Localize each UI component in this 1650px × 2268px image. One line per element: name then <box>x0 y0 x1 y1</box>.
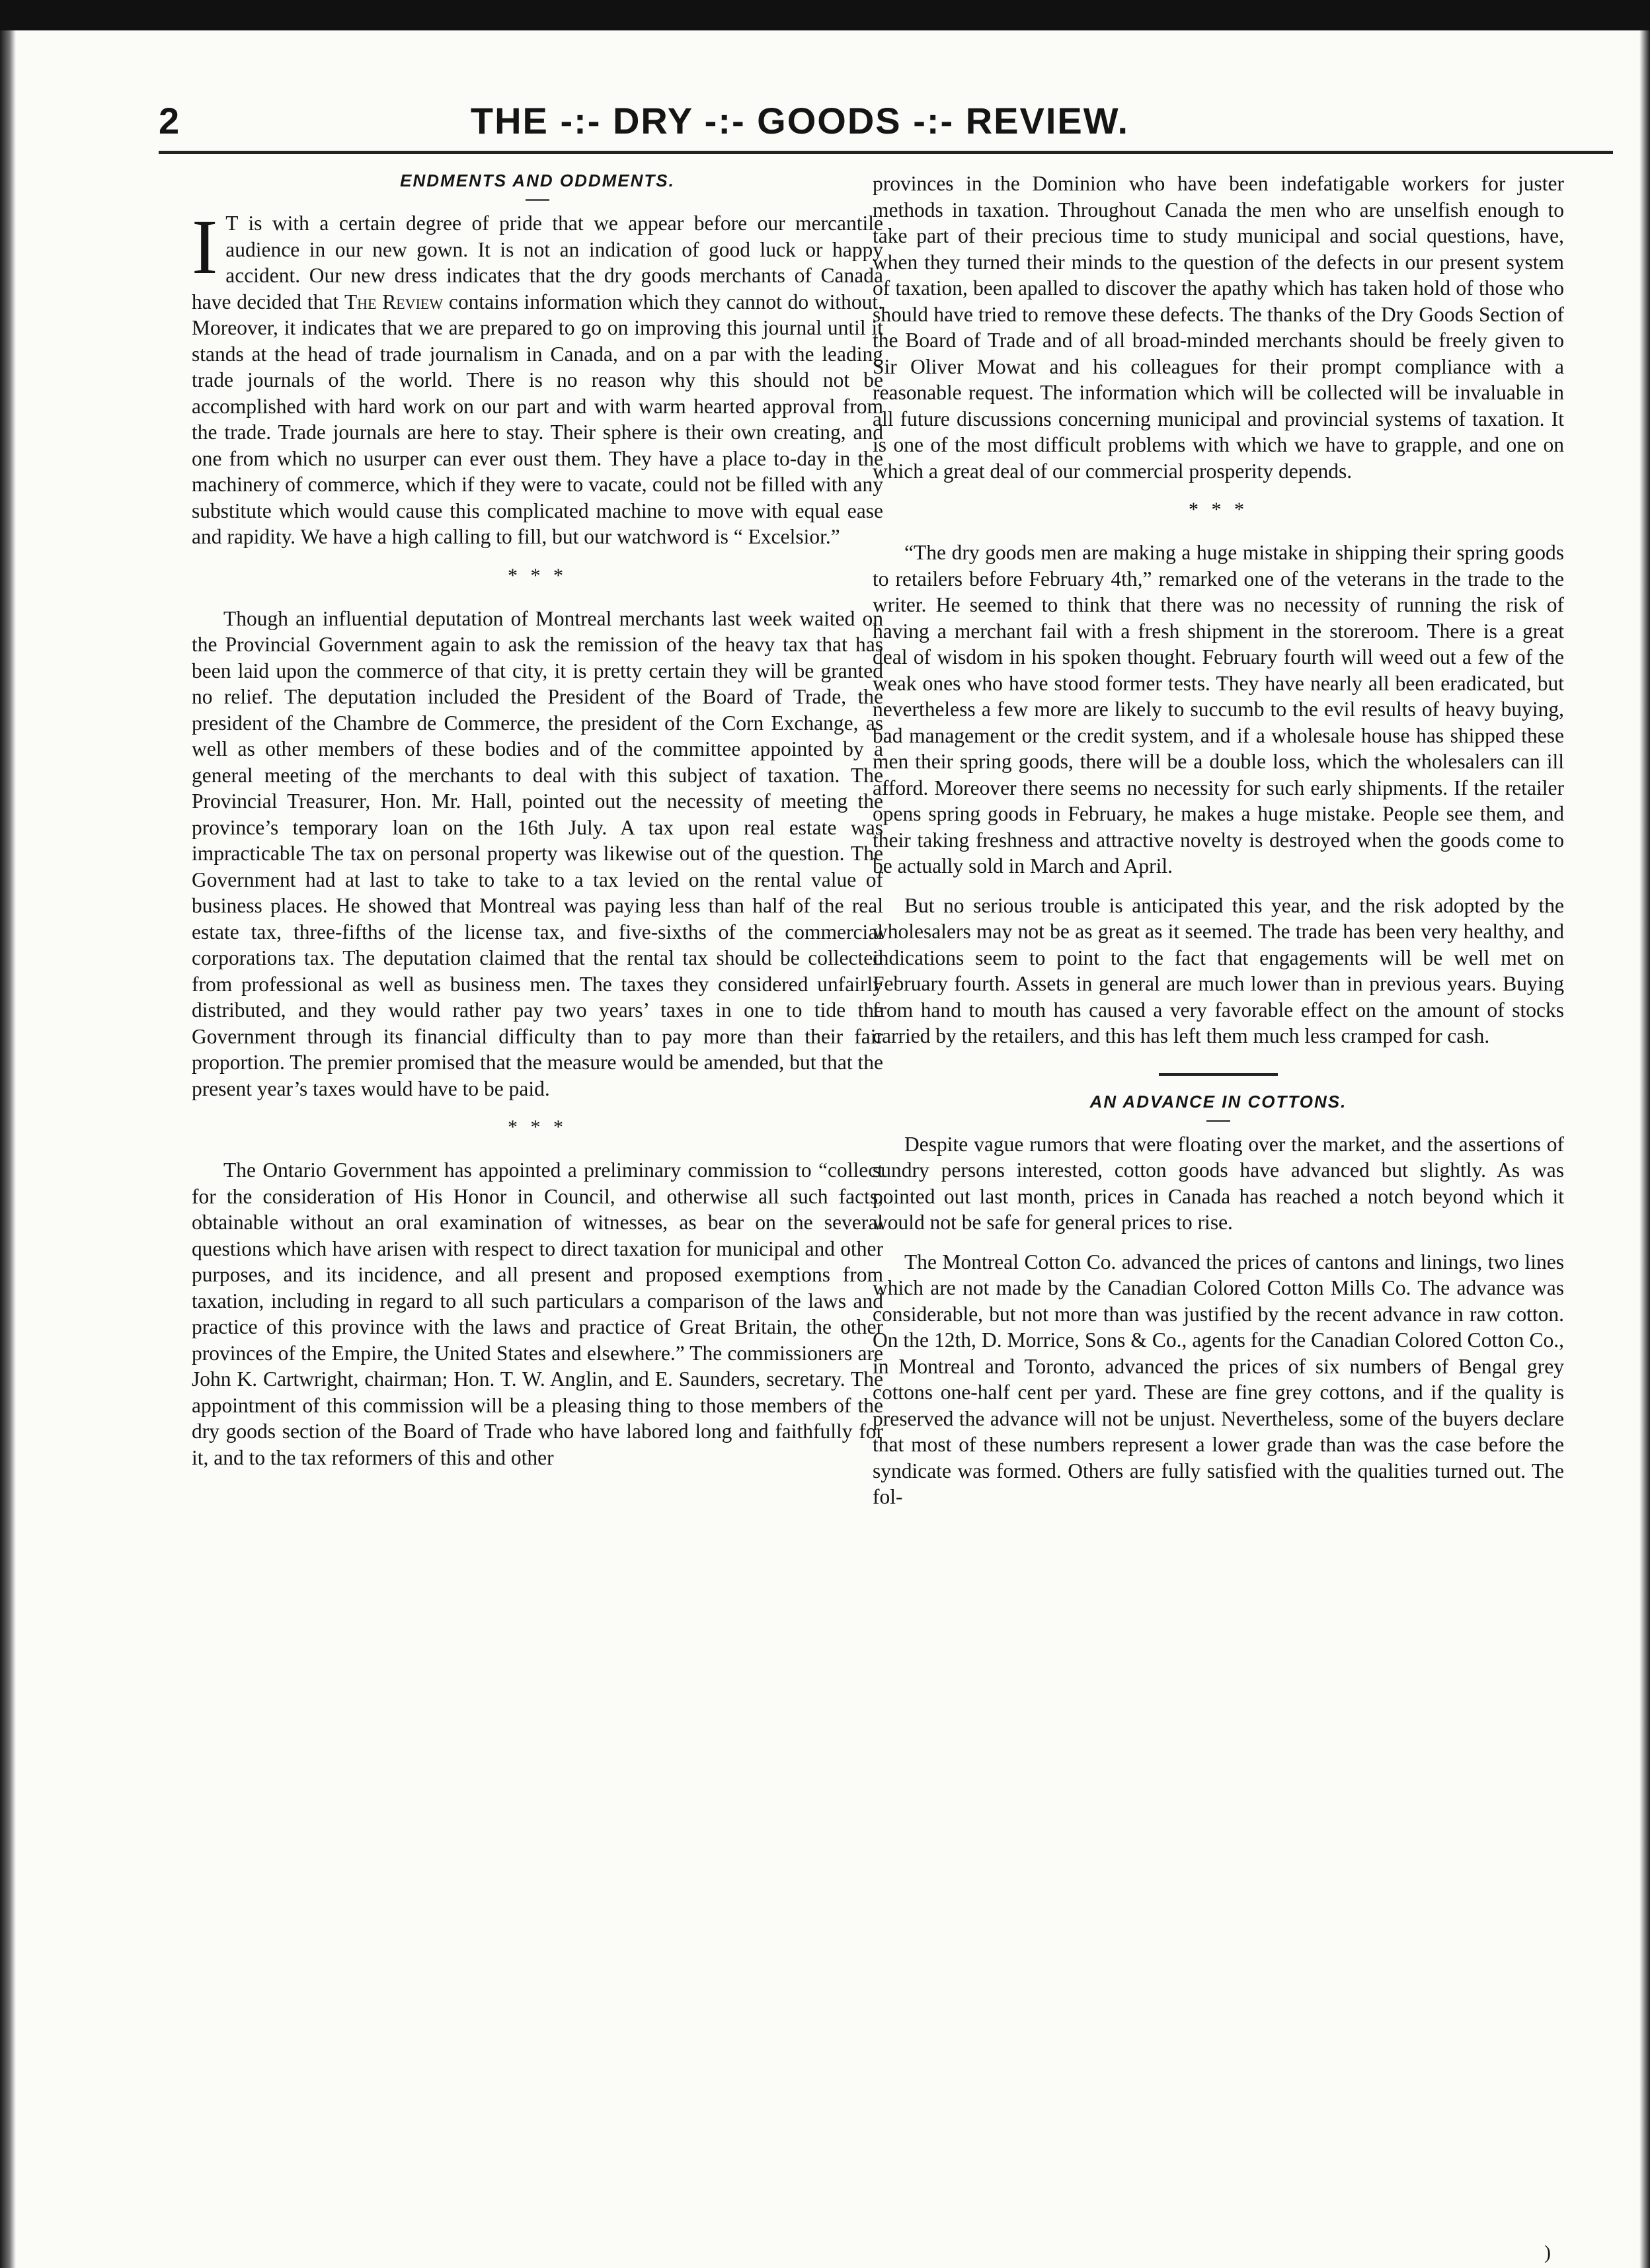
asterism-2: * * * <box>508 1116 567 1138</box>
journal-name: The Review <box>344 290 444 313</box>
article-paragraph-intro <box>192 204 883 550</box>
asterism-3: * * * <box>1189 499 1248 520</box>
right-column <box>873 171 1564 1510</box>
article-paragraph-cotton-prices: The Montreal Cotton Co. advanced the prices of cantons and linings, two lines which are not made by the Canadian Colored Cotton Mills Co. The advance was considerable, but not more than was justified by the recent advance in raw cotton. On the 12th, D. Morrice, Sons & Co., agents for the Canadian Colored Cotton Co., in Montreal and Toronto, advanced the prices of six numbers of Bengal grey cottons one-half cent per yard. These are fine grey cottons, and if the quality is preserved the advance will not be unjust. Nevertheless, some of the buyers declare that most of these numbers represent a lower grade than was the case before the syndicate was formed. Others are fully satisfied with the qualities turned out. The fol- <box>873 1250 1564 1508</box>
top-scan-border <box>0 0 1650 30</box>
article-paragraph-ontario-commission: The Ontario Government has appointed a preliminary commission to “collect for the consideration of His Honor in Council, and otherwise all such facts, obtainable without an oral examination of witnesses, as bear on the several questions which have arisen with respect to direct taxation for municipal and other purposes, and its incidence, and all present and proposed exemptions from taxation, including in regard to all such particulars a comparison of the laws and practice of this province with the laws and practice of Great Britain, the other provinces of the Empire, the United States and elsewhere.” The commissioners are John K. Cartwright, chairman; Hon. T. W. Anglin, and E. Saunders, secretary. The appointment of this commission will be a pleasing thing to those members of the dry goods section of the Board of Trade who have labored long and faithfully for it, and to the tax reformers of this and other <box>192 1158 883 1469</box>
paragraph-gap-2 <box>873 1236 1564 1249</box>
masthead-title: THE -:- DRY -:- GOODS -:- REVIEW. <box>470 100 1130 142</box>
asterism-1: * * * <box>508 564 567 587</box>
drop-cap: I <box>192 204 218 290</box>
left-scan-border <box>0 30 16 2268</box>
section-title-dash-2 <box>1206 1120 1230 1122</box>
section-title-cottons: AN ADVANCE IN COTTONS. <box>1089 1091 1347 1112</box>
article-paragraph-cotton-rumors: Despite vague rumors that were floating over the market, and the assertions of sundry persons interested, cotton goods have advanced but slightly. As was pointed out last month, prices in Canada has reached a notch beyond which it would not be safe for general prices to rise. <box>873 1132 1564 1234</box>
section-separator-rule <box>1159 1073 1278 1076</box>
intro-text-start: T is with a certain degree of pride that we appear before our mercantile audience in our new gown. It is not an indication of good luck or happy accident. Our new dress indicates that the dry goods merchants of Canada have decided that <box>192 212 883 313</box>
page-number: 2 <box>159 100 180 142</box>
article-paragraph-montreal-deputation: Though an influential deputation of Montreal merchants last week waited on the Provincial Government again to ask the remission of the heavy tax that has been laid upon the commerce of that city, it is pretty certain they will be granted no relief. The deputation included the President of the Board of Trade, the president of the Chambre de Commerce, the president of the Corn Exchange, as well as other members of these bodies and of the committee appointed by a general meeting of the merchants to deal with this subject of taxation. The Provincial Treasurer, Hon. Mr. Hall, pointed out the necessity of meeting the province’s temporary loan on the 16th July. A tax upon real estate was impracticable The tax on personal property was likewise out of the question. The Government had at last to take to take to a tax levied on the rental value of business places. He showed that Montreal was paying less than half of the real estate tax, three-fifths of the license tax, and five-sixths of the commercial corporations tax. The deputation claimed that the rental tax should be collected from professional as well as business men. The taxes they considered unfairly distributed, and they would rather pay two years’ taxes in one to tide the Government through its financial difficulty than to pay more than their fair proportion. The premier promised that the measure would be amended, but that the present year’s taxes would have to be paid. <box>192 606 883 1100</box>
article-paragraph-continued: provinces in the Dominion who have been indefatigable workers for juster methods in taxation. Throughout Canada the men who are unselfish enough to take part of their precious time to study municipal and social questions, have, when they turned their minds to the question of the defects in our present system of taxation, been apalled to discover the apathy which has taken hold of those who should have tried to remove these defects. The thanks of the Dry Goods Section of the Board of Trade and of all broad-minded merchants should be freely given to Sir Oliver Mowat and his colleagues for their prompt compliance with a reasonable request. The information which will be collected will be invaluable in all future discussions concerning municipal and provincial systems of taxation. It is one of the most difficult problems with which we have to grapple, and one on which a great deal of our commercial prosperity depends. <box>873 172 1564 483</box>
article-paragraph-no-trouble: But no serious trouble is anticipated this year, and the risk adopted by the wholesalers may not be as great as it seemed. The trade has been very healthy, and indications seem to point to the fact that engagements will be well met on February fourth. Assets in general are much lower than in previous years. Buying from hand to mouth has caused a very favorable effect on the amount of stocks carried by the retailers, and this has left them much less cramped for cash. <box>873 893 1564 1047</box>
article-paragraph-spring-shipping: “The dry goods men are making a huge mistake in shipping their spring goods to retailers before February 4th,” remarked one of the veterans in the trade to the writer. He seemed to think that there was no necessity of running the risk of having a merchant fail with a fresh shipment in the storeroom. There is a great deal of wisdom in his spoken thought. February fourth will weed out a few of the weak ones who have stood former tests. They have nearly all been eradicated, but nevertheless a few more are likely to succumb to the evil results of heavy buying, bad management or the credit system, and if a wholesale house has shipped these men their spring goods, there will be a double loss, which the wholesalers can ill afford. Moreover there seems no necessity for such early shipments. If the retailer opens spring goods in February, he makes a huge mistake. People see them, and their taking freshness and attractive novelty is destroyed when the goods come to be actually sold in March and April. <box>873 541 1564 877</box>
left-column <box>192 171 883 1471</box>
section-title-dash <box>526 199 549 201</box>
header-rule <box>159 151 1613 154</box>
section-title-endments: ENDMENTS AND ODDMENTS. <box>400 171 675 190</box>
corner-mark: ) <box>1544 2242 1551 2263</box>
intro-text-end: contains information which they cannot do without. Moreover, it indicates that we are prepared to go on improving this journal until it stands at the head of trade journalism in Canada, and on a par with the leading trade journals of the world. There is no reason why this should not be accomplished with hard work on our part and with warm hearted approval from the trade. Trade journals are here to stay. Their sphere is their own creating, and one from which no usurper can ever oust them. They have a place to-day in the machinery of commerce, which if they were to vacate, could not be filled with any substitute which would cause this complicated machine to move with equal ease and rapidity. We have a high calling to fill, but our watchword is “ Excelsior.” <box>192 290 883 548</box>
right-scan-border <box>1639 30 1650 2268</box>
paragraph-gap <box>873 879 1564 893</box>
